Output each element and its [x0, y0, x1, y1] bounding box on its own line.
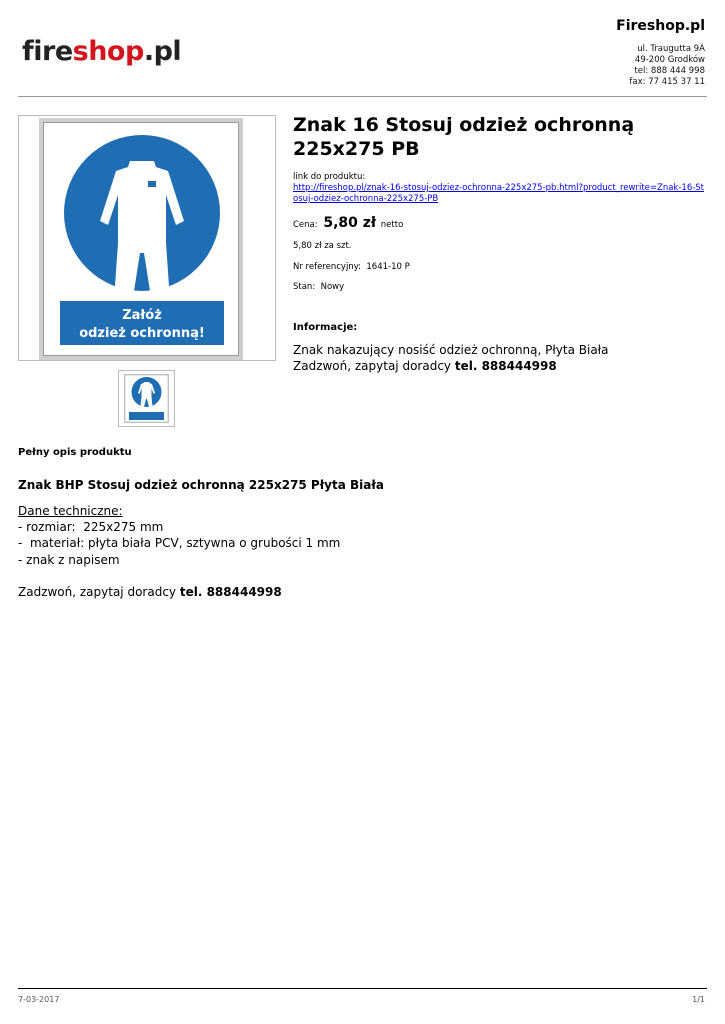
price-label: Cena:: [293, 220, 318, 230]
sign-text-line1: Załóż: [122, 308, 162, 323]
description-heading: Pełny opis produktu: [18, 447, 132, 458]
description-call-phone: tel. 888444998: [179, 585, 282, 599]
state-value: Nowy: [320, 282, 345, 292]
address-phone: tel: 888 444 998: [634, 66, 705, 76]
tech-size: - rozmiar: 225x275 mm: [18, 520, 164, 534]
description-call-text: Zadzwoń, zapytaj doradcy: [18, 585, 177, 599]
header-divider: [18, 96, 707, 97]
tech-material: - materiał: płyta biała PCV, sztywna o grubości 1 mm: [18, 536, 341, 550]
reference-label: Nr referencyjny:: [293, 262, 361, 272]
product-link[interactable]: http://fireshop.pl/znak-16-stosuj-odziez-ochronna-225x275-pb.html?product_rewrite=Znak-16-Stosuj-odziez-ochronna-225x275-PB: [293, 183, 705, 204]
address-street: ul. Traugutta 9A: [637, 44, 705, 54]
price-row: [293, 215, 403, 231]
safety-sign: [43, 122, 239, 356]
shop-address: [629, 44, 705, 88]
product-state: [293, 282, 344, 292]
address-city: 49-200 Grodków: [634, 55, 705, 65]
logo-text-domain: .pl: [143, 36, 182, 67]
info-call-text: Zadzwoń, zapytaj doradcy: [293, 359, 452, 373]
footer-divider: [18, 988, 707, 989]
footer-date: 7-03-2017: [18, 995, 60, 1004]
thumbnail-sign-icon: [119, 371, 174, 426]
tech-text-note: - znak z napisem: [18, 553, 120, 567]
price-suffix: netto: [380, 220, 404, 230]
info-heading: Informacje:: [293, 322, 358, 333]
product-title: Znak 16 Stosuj odzież ochronną 225x275 PB: [293, 114, 635, 160]
info-text: Znak nakazujący nosiść odzież ochronną, Płyta Biała: [293, 343, 609, 357]
product-image: [18, 115, 276, 361]
description-call: [18, 585, 282, 599]
price-value: 5,80 zł: [323, 215, 377, 231]
tech-data-label: Dane techniczne:: [18, 504, 123, 518]
product-thumbnail[interactable]: [118, 370, 175, 427]
reference-value: 1641-10 P: [366, 262, 410, 272]
description-title: Znak BHP Stosuj odzież ochronną 225x275 Płyta Biała: [18, 478, 384, 492]
fireshop-logo: [22, 36, 181, 67]
state-label: Stan:: [293, 282, 316, 292]
address-fax: fax: 77 415 37 11: [629, 77, 705, 87]
logo-text-fire: fire: [22, 36, 73, 67]
info-call-phone: tel. 888444998: [454, 359, 557, 373]
unit-price: 5,80 zł za szt.: [293, 241, 352, 251]
protective-clothing-icon: [44, 123, 240, 357]
sign-frame: [39, 118, 243, 360]
product-link-label: link do produktu:: [293, 172, 366, 182]
shop-name: Fireshop.pl: [616, 18, 705, 34]
info-call: [293, 359, 557, 373]
logo-text-shop: shop: [72, 36, 144, 67]
footer-page-number: 1/1: [692, 995, 705, 1004]
sign-text-line2: odzież ochronną!: [79, 326, 205, 341]
reference-number: [293, 262, 410, 272]
